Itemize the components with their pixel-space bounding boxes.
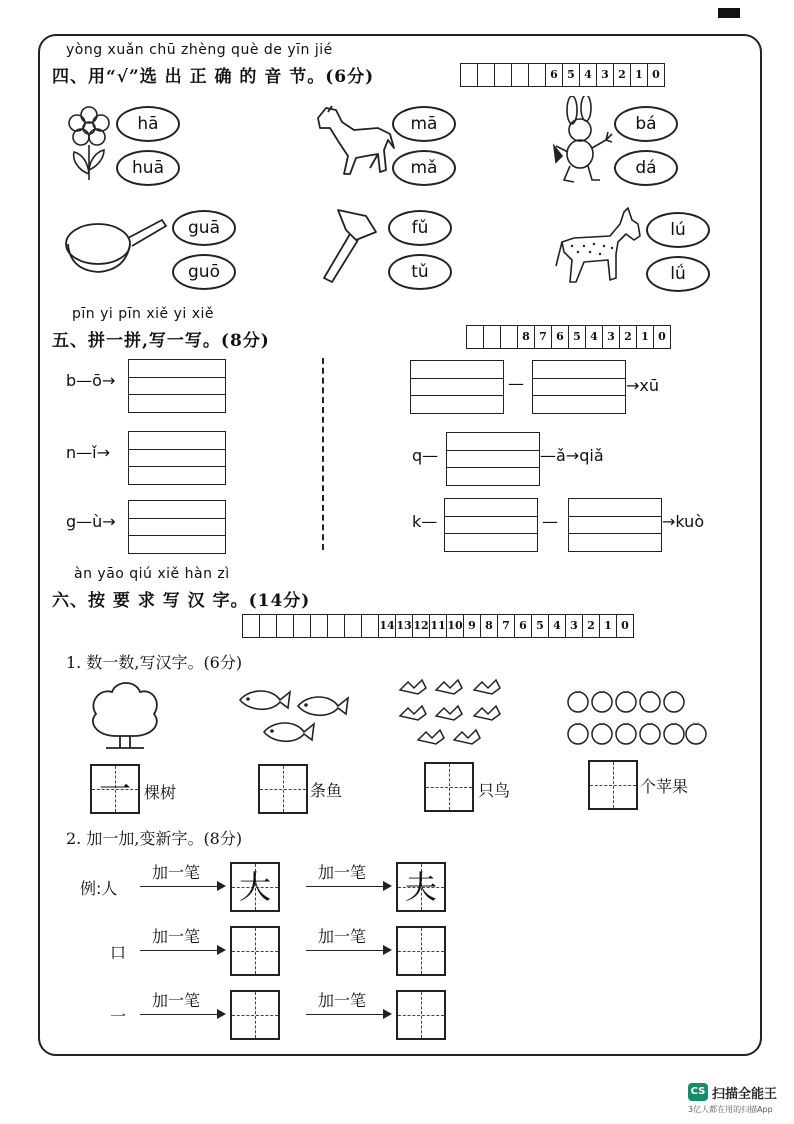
row2-box-1[interactable] [230, 926, 280, 976]
camscanner-logo: CS [688, 1083, 708, 1101]
score-cell: 13 [395, 615, 412, 637]
write-box-k2[interactable] [444, 498, 538, 552]
write-box-gu[interactable] [128, 500, 226, 554]
option-ha[interactable]: hā [116, 106, 180, 142]
fish-suffix: 条鱼 [310, 781, 343, 800]
spell-bo-label: b—ō→ [66, 371, 116, 390]
section5-pinyin: pīn yi pīn xiě yi xiě [72, 306, 214, 322]
row3-box-2[interactable] [396, 990, 446, 1040]
section4-title: 四、用“√”选 出 正 确 的 音 节。(6分) [52, 67, 375, 87]
score-cell [293, 615, 310, 637]
q-prefix: q— [412, 446, 439, 465]
count-box-apple[interactable] [588, 760, 638, 810]
write-box-bo[interactable] [128, 359, 226, 413]
k-prefix: k— [412, 512, 438, 531]
dash-1: — [508, 374, 524, 393]
pan-icon [64, 214, 168, 276]
score-cell: 14 [378, 615, 395, 637]
score-cell [243, 615, 259, 637]
count-box-tree[interactable]: 一 [90, 764, 140, 814]
spell-ni-label: n—ǐ→ [66, 443, 110, 462]
score-cell: 6 [545, 64, 562, 86]
bird-icon [396, 676, 508, 750]
score-cell: 3 [602, 326, 619, 348]
score-cell: 7 [534, 326, 551, 348]
row3-add-label-1: 加一笔 [152, 991, 201, 1010]
score-cell: 5 [568, 326, 585, 348]
option-fu[interactable]: fǔ [388, 210, 452, 246]
score-cell: 1 [599, 615, 616, 637]
row2-arrow-2 [306, 950, 390, 951]
score-cell: 5 [531, 615, 548, 637]
row1-add-label-2: 加一笔 [318, 863, 367, 882]
row2-start: 口 [110, 943, 127, 962]
option-da[interactable]: dá [614, 150, 678, 186]
rabbit-icon [550, 96, 616, 186]
row3-arrow-2 [306, 1014, 390, 1015]
row1-arrow-1 [140, 886, 224, 887]
score-cell: 0 [647, 64, 664, 86]
row1-start: 例:人 [80, 879, 118, 898]
bird-suffix: 只鸟 [478, 781, 511, 800]
score-cell: 4 [585, 326, 602, 348]
option-lv2[interactable]: lǘ [646, 256, 710, 292]
row2-arrow-1 [140, 950, 224, 951]
option-ba[interactable]: bá [614, 106, 678, 142]
score-cell [500, 326, 517, 348]
spell-gu-label: g—ù→ [66, 512, 116, 531]
row1-arrow-2 [306, 886, 390, 887]
option-guo[interactable]: guō [172, 254, 236, 290]
section6-score-box [242, 614, 634, 638]
score-cell: 1 [630, 64, 647, 86]
write-box-ni[interactable] [128, 431, 226, 485]
score-cell [477, 64, 494, 86]
score-cell: 6 [551, 326, 568, 348]
row2-add-label-1: 加一笔 [152, 927, 201, 946]
row1-add-label-1: 加一笔 [152, 863, 201, 882]
xu-result: →xū [626, 376, 660, 395]
score-cell: 1 [636, 326, 653, 348]
axe-icon [316, 204, 382, 284]
brand-tagline: 3亿人都在用的扫描App [688, 1105, 773, 1114]
score-cell [344, 615, 361, 637]
corner-mark [718, 8, 740, 18]
row3-add-label-2: 加一笔 [318, 991, 367, 1010]
tree-suffix: 棵树 [144, 783, 177, 802]
section6-pinyin: àn yāo qiú xiě hàn zì [74, 566, 230, 582]
section6-title: 六、按 要 求 写 汉 字。(14分) [52, 591, 311, 611]
score-cell: 7 [497, 615, 514, 637]
count-box-bird[interactable] [424, 762, 474, 812]
write-box-i[interactable] [446, 432, 540, 486]
count-box-fish[interactable] [258, 764, 308, 814]
option-ma3[interactable]: mǎ [392, 150, 456, 186]
score-cell: 11 [429, 615, 446, 637]
section4-pinyin: yòng xuǎn chū zhèng què de yīn jié [66, 42, 333, 58]
option-hua[interactable]: huā [116, 150, 180, 186]
score-cell: 10 [446, 615, 463, 637]
score-cell: 4 [579, 64, 596, 86]
q2-title: 2. 加一加,变新字。(8分) [66, 829, 243, 848]
option-ma1[interactable]: mā [392, 106, 456, 142]
score-cell: 3 [565, 615, 582, 637]
brand-name: 扫描全能王 [712, 1087, 778, 1102]
row1-box-2[interactable]: 夫 [396, 862, 446, 912]
score-cell: 8 [480, 615, 497, 637]
write-box-x[interactable] [410, 360, 504, 414]
score-cell: 3 [596, 64, 613, 86]
score-cell: 0 [616, 615, 633, 637]
score-cell [483, 326, 500, 348]
section5-score-box [466, 325, 671, 349]
row3-arrow-1 [140, 1014, 224, 1015]
score-cell: 0 [653, 326, 670, 348]
option-lu2[interactable]: lú [646, 212, 710, 248]
score-cell [494, 64, 511, 86]
write-box-uo[interactable] [568, 498, 662, 552]
row3-box-1[interactable] [230, 990, 280, 1040]
score-cell: 8 [517, 326, 534, 348]
tree-icon [86, 678, 164, 752]
row3-start: 一 [110, 1007, 127, 1026]
score-cell: 12 [412, 615, 429, 637]
q1-title: 1. 数一数,写汉字。(6分) [66, 653, 243, 672]
row2-box-2[interactable] [396, 926, 446, 976]
score-cell: 2 [582, 615, 599, 637]
score-cell: 4 [548, 615, 565, 637]
write-box-u[interactable] [532, 360, 626, 414]
donkey-icon [554, 206, 642, 288]
score-cell: 9 [463, 615, 480, 637]
option-tu[interactable]: tǔ [388, 254, 452, 290]
kuo-result: →kuò [662, 512, 705, 531]
section4-score-box [460, 63, 665, 87]
score-cell [511, 64, 528, 86]
score-cell [327, 615, 344, 637]
row2-add-label-2: 加一笔 [318, 927, 367, 946]
score-cell [259, 615, 276, 637]
row1-box-1[interactable]: 大 [230, 862, 280, 912]
fish-icon [236, 682, 354, 748]
score-cell: 6 [514, 615, 531, 637]
score-cell [310, 615, 327, 637]
option-gua[interactable]: guā [172, 210, 236, 246]
score-cell: 5 [562, 64, 579, 86]
score-cell: 2 [619, 326, 636, 348]
score-cell: 2 [613, 64, 630, 86]
score-cell [461, 64, 477, 86]
qia-result: —ǎ→qiǎ [540, 446, 604, 465]
dash-2: — [542, 512, 558, 531]
score-cell [528, 64, 545, 86]
score-cell [361, 615, 378, 637]
apple-suffix: 个苹果 [640, 777, 689, 796]
score-cell [276, 615, 293, 637]
score-cell [467, 326, 483, 348]
column-divider [322, 358, 324, 550]
flower-icon [64, 104, 114, 182]
horse-icon [306, 104, 396, 178]
apple-icon [566, 684, 708, 750]
section5-title: 五、拼一拼,写一写。(8分) [52, 331, 270, 351]
